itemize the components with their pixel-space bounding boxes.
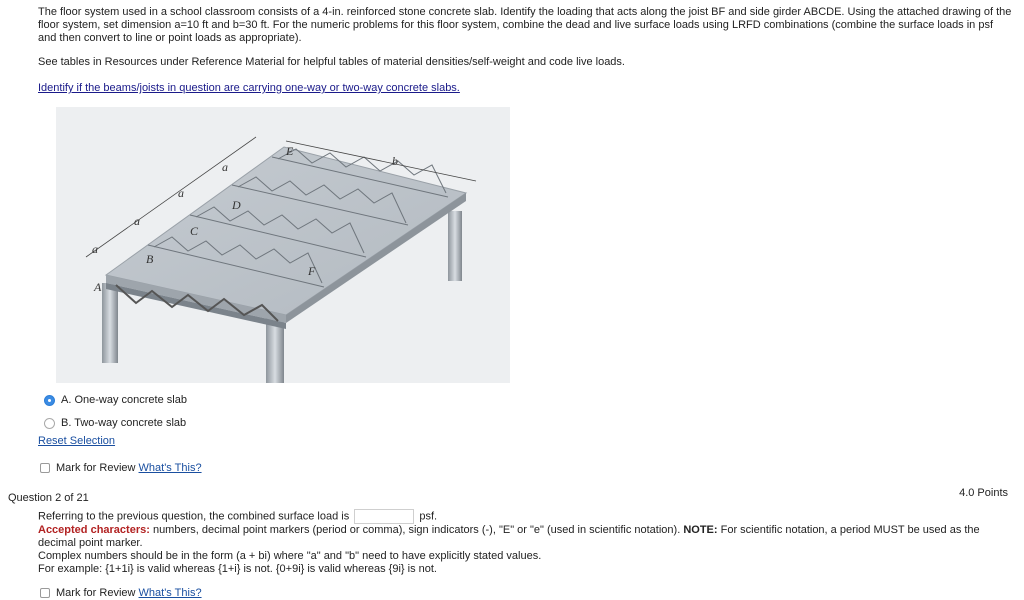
label-a-2: a: [134, 214, 140, 228]
q1-mark-review-label: Mark for Review: [56, 462, 136, 474]
example-note: For example: {1+1i} is valid whereas {1+i} is not. {0+9i} is valid whereas {9i} is not.: [38, 563, 437, 575]
prompt-line: [38, 82, 1013, 95]
label-C: C: [190, 224, 199, 238]
label-a-3: a: [178, 186, 184, 200]
q1-mark-review-checkbox[interactable]: [40, 463, 50, 473]
option-two-way-radio[interactable]: [44, 418, 55, 429]
q1-review-row: [40, 461, 202, 475]
option-one-way-radio[interactable]: [44, 395, 55, 406]
floor-system-drawing: [56, 107, 510, 383]
prompt-link[interactable]: Identify if the beams/joists in question are carrying one-way or two-way concrete slabs.: [38, 82, 460, 94]
label-A: A: [94, 280, 102, 294]
label-E: E: [286, 144, 294, 158]
label-B: B: [146, 252, 154, 266]
unit-label: psf.: [419, 510, 438, 523]
see-tables-note: See tables in Resources under Reference Material for helpful tables of material densities/self-weight and code live loads.: [38, 56, 625, 68]
note-text: For scientific notation, a period MUST be used as the decimal point marker.: [38, 524, 980, 549]
question-1-intro: The floor system used in a school classroom consists of a 4-in. reinforced stone concrete slab. Identify the loading that acts along the joist BF and side girder ABCDE. Using the attached drawing of the floor system, set dimension a=10 ft and b=30 ft. For the numeric problems for this floor system, combine the dead and live surface loads using LRFD combinations (combine the surface loads in psf and then convert to line or point loads as appropriate).: [38, 6, 1012, 44]
accepted-characters-note: [38, 524, 1013, 550]
question-2-points: 4.0 Points: [959, 487, 1008, 499]
floor-system-figure: [56, 107, 510, 383]
question-2-header: Question 2 of 21: [8, 492, 89, 504]
question-2-prompt: Referring to the previous question, the combined surface load is: [38, 510, 350, 523]
option-two-way[interactable]: [44, 415, 186, 431]
note-label: NOTE:: [683, 524, 718, 536]
label-a-1: a: [92, 242, 98, 256]
q2-mark-review-label: Mark for Review: [56, 587, 136, 599]
reset-selection-link[interactable]: Reset Selection: [38, 435, 116, 447]
column-back-right: [448, 211, 462, 281]
q2-whats-this-link[interactable]: What's This?: [138, 587, 202, 599]
reset-row: [38, 435, 115, 447]
complex-number-note: Complex numbers should be in the form (a + bi) where "a" and "b" need to have explicitly stated values.: [38, 550, 542, 562]
accepted-label: Accepted characters:: [38, 524, 150, 536]
option-one-way[interactable]: [44, 392, 187, 408]
q2-review-row: [40, 586, 202, 600]
label-F: F: [308, 264, 316, 278]
question-2-prompt-line: [38, 509, 1013, 524]
surface-load-input[interactable]: [354, 509, 414, 524]
label-b: b: [392, 154, 398, 168]
label-D: D: [232, 198, 241, 212]
option-two-way-label: B. Two-way concrete slab: [61, 417, 187, 429]
accepted-text: numbers, decimal point markers (period or comma), sign indicators (-), "E" or "e" (used in scientific notation).: [149, 524, 684, 536]
column-front-left: [102, 283, 118, 363]
label-a-4: a: [222, 160, 228, 174]
q1-whats-this-link[interactable]: What's This?: [138, 462, 202, 474]
option-one-way-label: A. One-way concrete slab: [61, 394, 187, 406]
